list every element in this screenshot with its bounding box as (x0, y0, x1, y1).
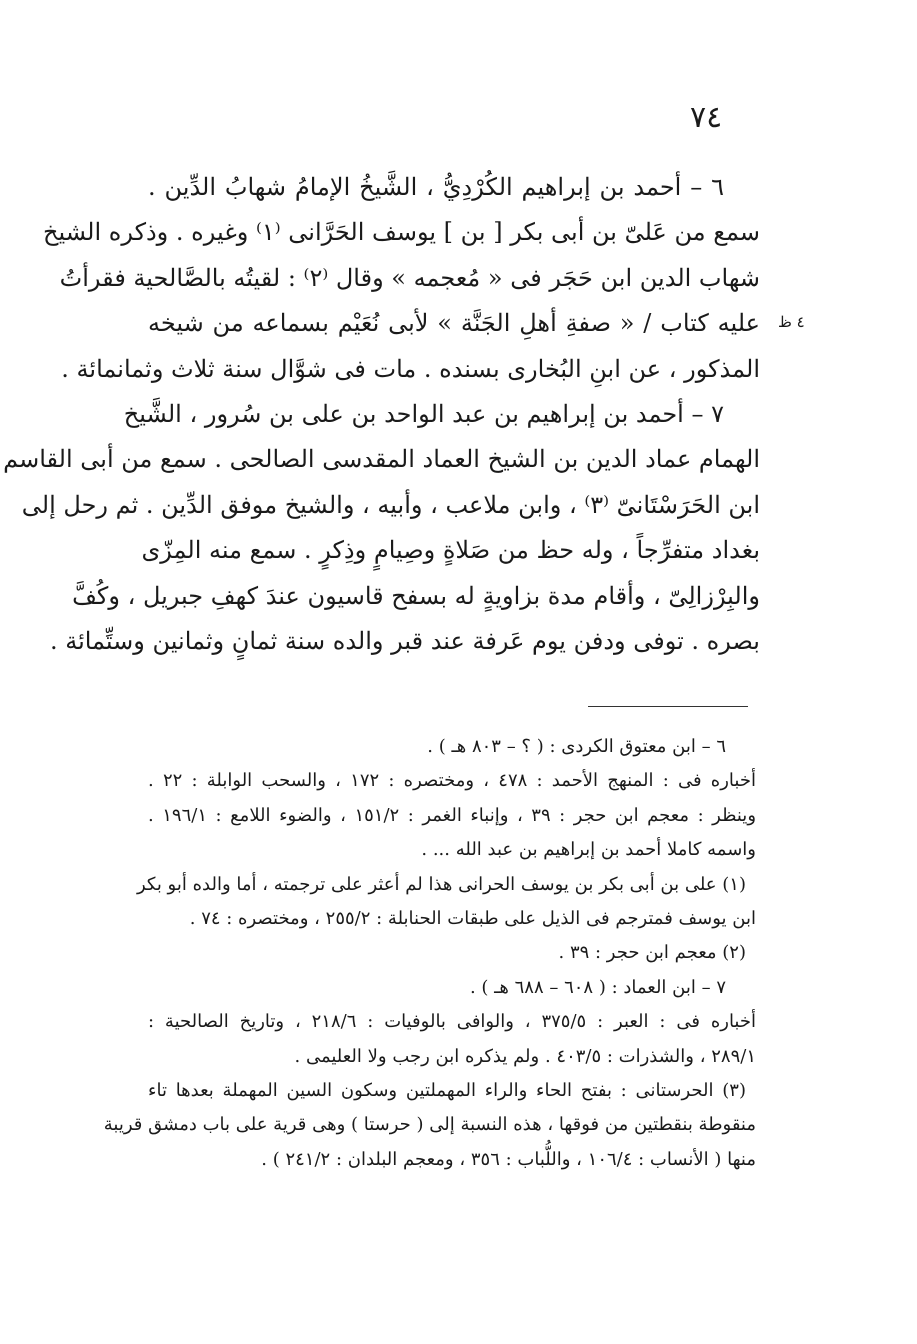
footnote-entry-7-title: ٧ – ابن العماد : ( ٦٠٨ – ٦٨٨ هـ ) . (469, 976, 726, 998)
footnote-3: (٣) الحرستانى : بفتح الحاء والراء المهملتين وسكون السين المهملة بعدها تاء (148, 1079, 746, 1101)
entry-6-heading: ٦ – أحمد بن إبراهيم الكُرْدِيُّ ، الشَّيخُ الإمامُ شهابُ الدِّين . (148, 173, 724, 201)
main-text-line: سمع من عَلىّ بن أبى بكر [ بن ] يوسف الحَرَّانى ⁽١⁾ وغيره . وذكره الشيخ (43, 218, 760, 247)
footnote-1: (١) على بن أبى بكر بن يوسف الحرانى هذا لم أعثر على ترجمته ، أما والده أبو بكر (136, 873, 746, 895)
main-text-block (3, 165, 760, 664)
page-number: ٧٤ (690, 100, 723, 135)
main-text-line: شهاب الدين ابن حَجَر فى « مُعجمه » وقال ⁽٢⁾ : لقيتُه بالصَّالحية فقرأتُ (59, 263, 760, 292)
main-text-line: الهمام عماد الدين بن الشيخ العماد المقدسى الصالحى . سمع من أبى القاسم (3, 445, 760, 474)
entry-7-heading: ٧ – أحمد بن إبراهيم بن عبد الواحد بن على بن سُرور ، الشَّيخ (123, 399, 724, 428)
main-text-line: بغداد متفرِّجاً ، وله حظ من صَلاةٍ وصِيامٍ وذِكرٍ . سمع منه المِزّى (141, 536, 760, 565)
footnote-divider (588, 706, 748, 707)
footnote-line: ابن يوسف فمترجم فى الذيل على طبقات الحنابلة : ٢٥٥/٢ ، ومختصره : ٧٤ . (189, 907, 756, 929)
footnote-2: (٢) معجم ابن حجر : ٣٩ . (558, 942, 746, 964)
footnote-line: أخباره فى : العبر : ٣٧٥/٥ ، والوافى بالوفيات : ٢١٨/٦ ، وتاريخ الصالحية : (148, 1011, 756, 1033)
main-text-line: المذكور ، عن ابنِ البُخارى بسنده . مات فى شوَّال سنة ثلاث وثمانمائة . (61, 354, 760, 383)
manuscript-folio-marker: ٤ ظ (778, 313, 805, 331)
main-text-line: عليه كتاب / « صفةِ أهلِ الجَنَّة » لأبى نُعَيْم بسماعه من شيخه (148, 309, 760, 338)
footnote-line: منقوطة بنقطتين من فوقها ، هذه النسبة إلى ( حرستا ) وهى قرية على باب دمشق قريبة (103, 1114, 756, 1136)
footnote-line: منها ( الأنساب : ١٠٦/٤ ، واللُّباب : ٣٥٦ ، ومعجم البلدان : ٢٤١/٢ ) . (261, 1148, 756, 1170)
main-text-line: ابن الحَرَسْتَانىّ ⁽٣⁾ ، وابن ملاعب ، وأبيه ، والشيخ موفق الدِّين . ثم رحل إلى (21, 490, 760, 519)
main-text-line: بصره . توفى ودفن يوم عَرفة عند قبر والده سنة ثمانٍ وثمانين وستِّمائة . (49, 626, 760, 655)
footnotes-block (103, 730, 757, 1177)
footnote-line: واسمه كاملا أحمد بن إبراهيم بن عبد الله ... . (421, 839, 756, 861)
footnote-line: ٢٨٩/١ ، والشذرات : ٤٠٣/٥ . ولم يذكره ابن رجب ولا العليمى . (294, 1045, 756, 1067)
footnote-line: وينظر : معجم ابن حجر : ٣٩ ، وإنباء الغمر : ١٥١/٢ ، والضوء اللامع : ١٩٦/١ . (148, 804, 757, 826)
main-text-line: والبِرْزالِىّ ، وأقام مدة بزاويةٍ له بسفح قاسيون عندَ كهفِ جبريل ، وكُفَّ (72, 581, 760, 610)
footnote-entry-6-title: ٦ – ابن معتوق الكردى : ( ؟ – ٨٠٣ هـ ) . (427, 736, 726, 757)
footnote-line: أخباره فى : المنهج الأحمد : ٤٧٨ ، ومختصره : ١٧٢ ، والسحب الوابلة : ٢٢ . (148, 770, 756, 792)
